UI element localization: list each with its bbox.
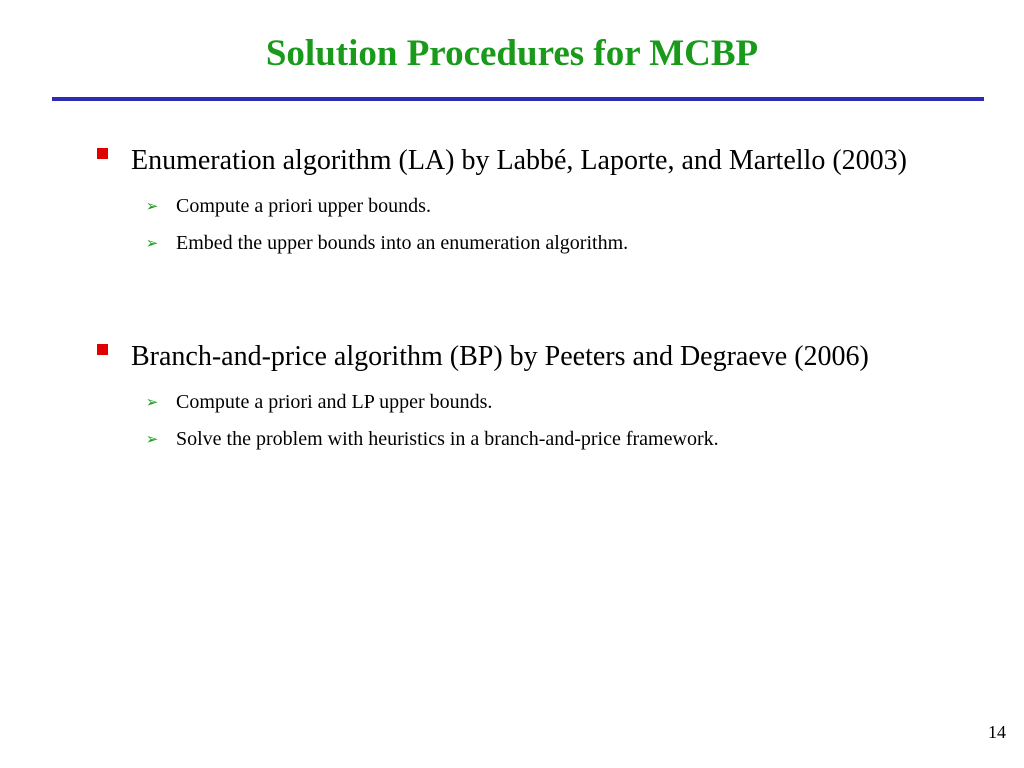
sub-bullet-text: Embed the upper bounds into an enumeration algorithm.	[176, 232, 629, 254]
arrow-bullet-icon: ➢	[145, 393, 159, 411]
sub-bullet-text: Compute a priori and LP upper bounds.	[176, 391, 493, 413]
title-divider	[52, 97, 984, 101]
sub-bullet-item	[144, 188, 977, 225]
bullet-text: Enumeration algorithm (LA) by Labbé, Laporte, and Martello (2003)	[131, 145, 907, 176]
arrow-bullet-icon: ➢	[145, 234, 159, 252]
sub-bullet-text: Solve the problem with heuristics in a branch-and-price framework.	[176, 428, 719, 450]
sub-bullet-list	[144, 384, 977, 458]
arrow-bullet-icon: ➢	[145, 430, 159, 448]
arrow-bullet-icon: ➢	[145, 197, 159, 215]
sub-bullet-item	[144, 384, 977, 421]
slide-title: Solution Procedures for MCBP	[265, 33, 759, 74]
sub-bullet-text: Compute a priori upper bounds.	[176, 195, 431, 217]
page-number: 14	[988, 722, 1006, 742]
bullet-item	[97, 140, 977, 262]
sub-bullet-list	[144, 188, 977, 262]
square-bullet-icon	[97, 344, 108, 355]
square-bullet-icon	[97, 148, 108, 159]
sub-bullet-item	[144, 225, 977, 262]
bullet-text: Branch-and-price algorithm (BP) by Peeters and Degraeve (2006)	[131, 341, 869, 372]
bullet-item	[97, 336, 977, 458]
sub-bullet-item	[144, 421, 977, 458]
